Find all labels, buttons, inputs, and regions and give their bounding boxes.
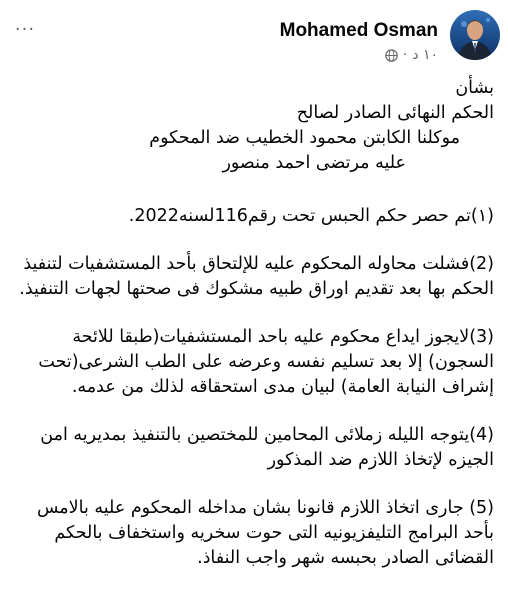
post-paragraph-2: (2)فشلت محاوله المحكوم عليه للإلتحاق بأحد المستشفيات لتنفيذ الحكم بها بعد تقديم اوراق طبيه مشكوك فى صحتها لجهات التنفيذ. (19, 254, 494, 299)
post-paragraph-3: (3)لايجوز ايداع محكوم عليه باحد المستشفيات(طبقا للائحة السجون) إلا بعد تسليم نفسه وعرضه على الطب الشرعى(تحت إشراف النيابة العامة) لبيان مدى استحقاقه لذلك من عدمه. (38, 327, 494, 397)
intro-line-3: موكلنا الكابتن محمود الخطيب ضد المحكوم (149, 128, 460, 148)
avatar[interactable] (450, 10, 500, 60)
author-name[interactable]: Mohamed Osman (279, 20, 438, 41)
more-options-button[interactable] (14, 18, 36, 40)
intro-line-1: بشأن (455, 78, 494, 98)
post-paragraph-5: (5) جارى اتخاذ اللازم قانونا بشان مداخله المحكوم عليه بالامس بأحد البرامج التليفزيونيه التى حوت سخريه واستخفاف بالحكم القضائى الصادر بحبسه شهر واجب النفاذ. (36, 498, 494, 568)
globe-icon (385, 49, 398, 62)
meta-separator: · (402, 47, 408, 63)
post-meta (385, 47, 438, 63)
post-paragraph-1: (١)تم حصر حكم الحبس تحت رقم116لسنه2022. (128, 206, 494, 226)
post-content (10, 76, 494, 594)
more-options-label: ··· (14, 18, 36, 40)
post-header (0, 6, 508, 66)
intro-line-2: الحكم النهائى الصادر لصالح (296, 103, 494, 123)
profile-photo-icon (450, 10, 500, 60)
post-timestamp[interactable]: ١٠ د (412, 47, 438, 63)
post-intro (10, 76, 494, 176)
intro-line-4: عليه مرتضى احمد منصور (222, 153, 406, 173)
post-paragraph-4: (4)يتوجه الليله زملائى المحامين للمختصين بالتنفيذ بمديريه امن الجيزه لإتخاذ اللازم ضد المذكور (40, 425, 494, 470)
